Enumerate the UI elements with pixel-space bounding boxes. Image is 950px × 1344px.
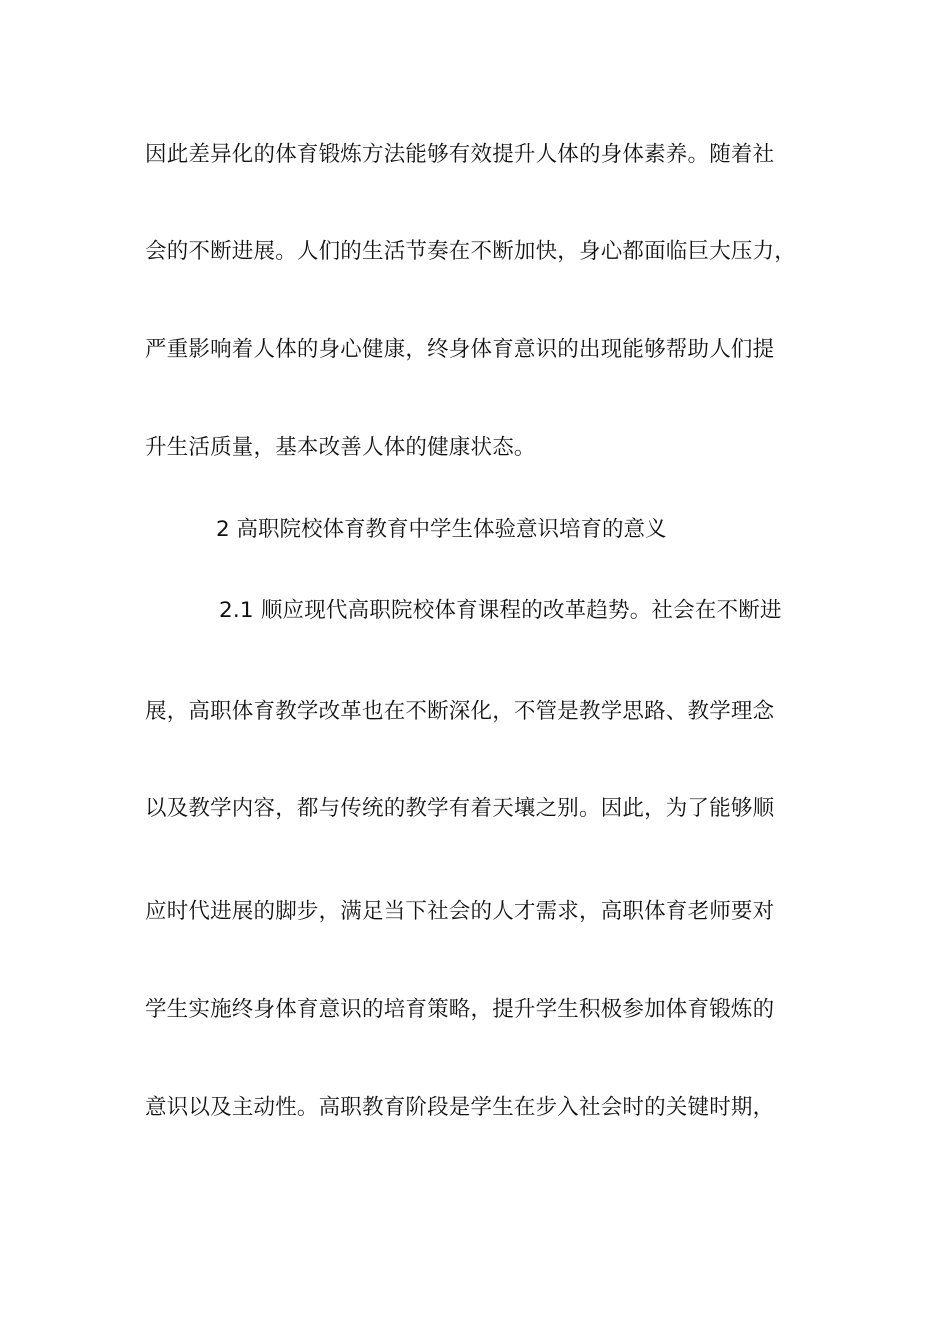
paragraph-line: 展，高职体育教学改革也在不断深化，不管是教学思路、教学理念 — [145, 699, 775, 724]
paragraph-line: 因此差异化的体育锻炼方法能够有效提升人体的身体素养。随着社 — [145, 142, 775, 167]
paragraph-line: 意识以及主动性。高职教育阶段是学生在步入社会时的关键时期， — [145, 1095, 775, 1120]
section-heading: 2 高职院校体育教育中学生体验意识培育的意义 — [216, 517, 667, 542]
paragraph-line: 严重影响着人体的身心健康，终身体育意识的出现能够帮助人们提 — [145, 337, 775, 362]
paragraph-line: 学生实施终身体育意识的培育策略，提升学生积极参加体育锻炼的 — [145, 997, 775, 1022]
paragraph-line: 升生活质量，基本改善人体的健康状态。 — [145, 435, 536, 460]
paragraph-line: 以及教学内容，都与传统的教学有着天壤之别。因此，为了能够顺 — [145, 796, 775, 821]
paragraph-line: 应时代进展的脚步，满足当下社会的人才需求，高职体育老师要对 — [145, 899, 775, 924]
subsection-first-line: 2.1 顺应现代高职院校体育课程的改革趋势。社会在不断进 — [219, 598, 782, 623]
paragraph-line: 会的不断进展。人们的生活节奏在不断加快，身心都面临巨大压力， — [145, 239, 797, 264]
